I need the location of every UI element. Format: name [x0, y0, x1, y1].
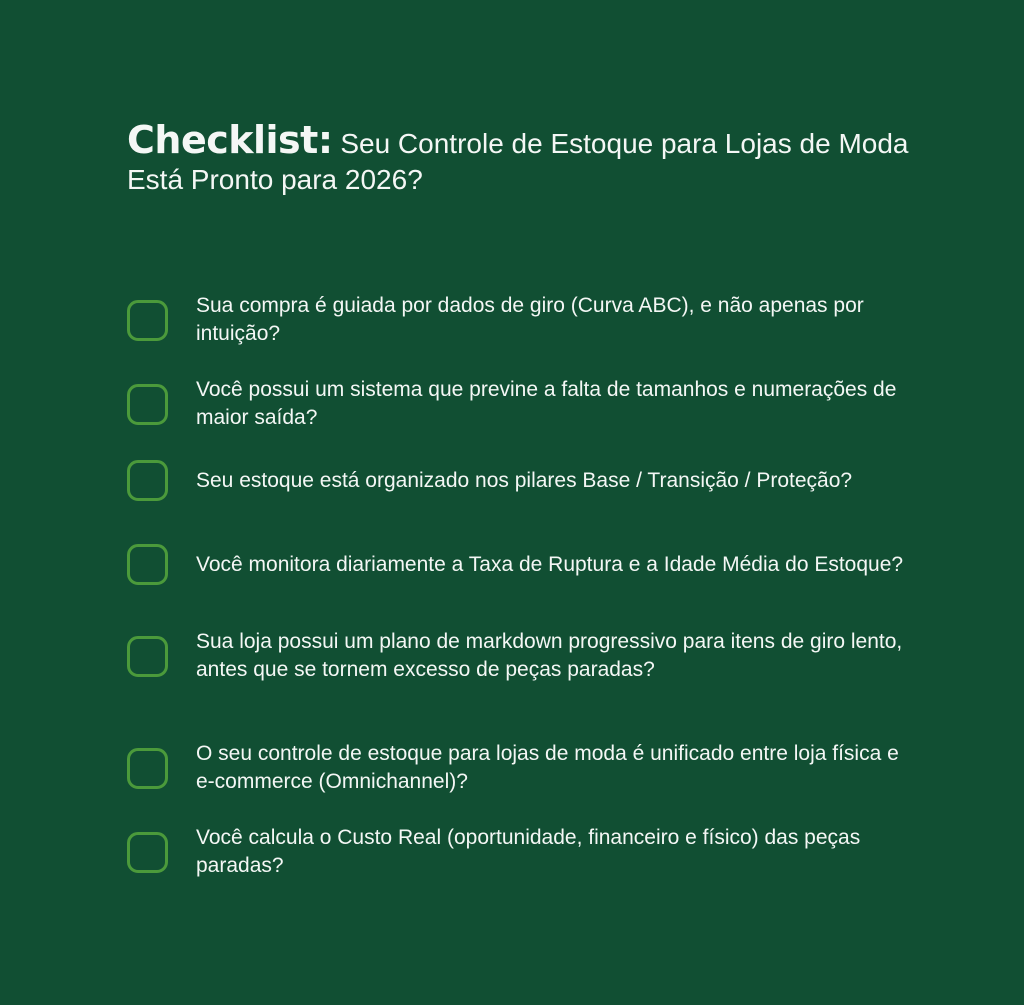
checklist-item-label: Você monitora diariamente a Taxa de Ruptura e a Idade Média do Estoque? — [196, 552, 904, 576]
checkbox-icon[interactable] — [127, 748, 168, 789]
checklist-item[interactable] — [127, 544, 917, 585]
checklist-item[interactable] — [127, 292, 917, 348]
checklist-item-label: Sua loja possui um plano de markdown progressivo para itens de giro lento, antes que se tornem excesso de peças paradas? — [196, 630, 903, 681]
checkbox-icon[interactable] — [127, 300, 168, 341]
checklist-item-label: Sua compra é guiada por dados de giro (Curva ABC), e não apenas por intuição? — [196, 294, 864, 345]
page-title — [127, 118, 927, 198]
checklist-item[interactable] — [127, 740, 917, 796]
checkbox-icon[interactable] — [127, 384, 168, 425]
checklist-item-label: Seu estoque está organizado nos pilares Base / Transição / Proteção? — [196, 468, 853, 492]
title-strong: Checklist: — [127, 118, 333, 162]
checklist-item-label: O seu controle de estoque para lojas de moda é unificado entre loja física e e-commerce (Omnichannel)? — [196, 742, 899, 793]
checkbox-icon[interactable] — [127, 544, 168, 585]
checkbox-icon[interactable] — [127, 636, 168, 677]
checklist-item[interactable] — [127, 628, 917, 684]
checklist-item[interactable] — [127, 460, 917, 501]
checklist-item[interactable] — [127, 376, 917, 432]
checklist-item[interactable] — [127, 824, 917, 880]
checkbox-icon[interactable] — [127, 832, 168, 873]
checklist-item-label: Você possui um sistema que previne a falta de tamanhos e numerações de maior saída? — [196, 378, 897, 429]
title-rest: Seu Controle de Estoque para Lojas de Moda Está Pronto para 2026? — [127, 128, 909, 195]
checklist-item-label: Você calcula o Custo Real (oportunidade, financeiro e físico) das peças paradas? — [196, 826, 861, 877]
checkbox-icon[interactable] — [127, 460, 168, 501]
